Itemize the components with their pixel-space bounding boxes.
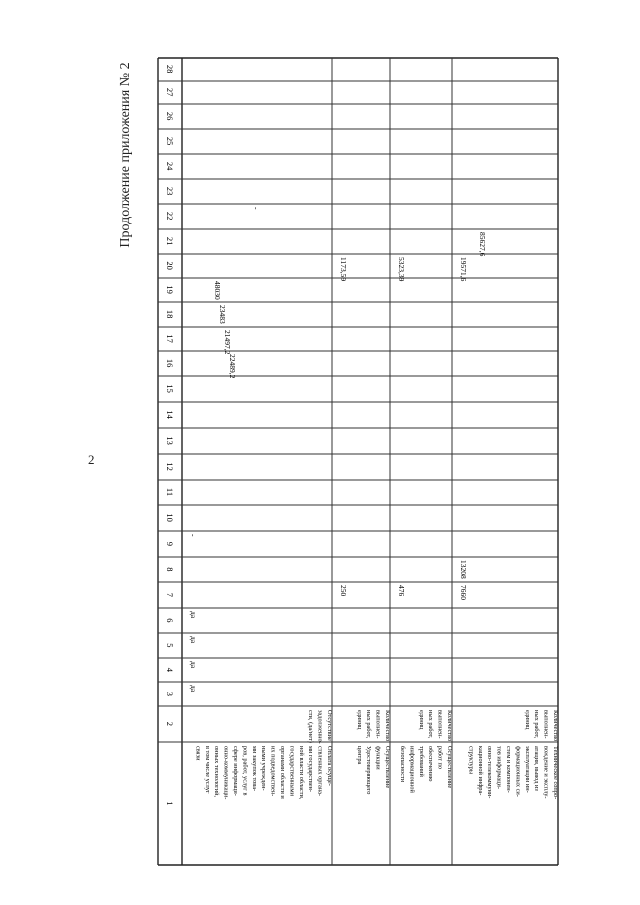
cell-value: 7660 xyxy=(459,585,468,600)
column-number: 3 xyxy=(165,691,175,696)
row-name-line: ствленных органа- xyxy=(316,746,324,797)
cell-value: 22489,2 xyxy=(228,354,237,379)
column-number: 10 xyxy=(165,513,175,522)
row-name-line: Оплата осуще- xyxy=(326,746,333,786)
indicator-line: единиц xyxy=(355,710,363,730)
row-name-line: безопасности xyxy=(399,746,406,783)
row-name-line: государственными xyxy=(288,746,296,796)
cell-value: 13208 xyxy=(459,560,468,579)
row-name-line: ми государствен- xyxy=(307,746,315,793)
indicator-line: Количество xyxy=(384,710,391,742)
column-number: 20 xyxy=(165,261,175,270)
column-number: 22 xyxy=(165,211,175,221)
cell-value: 476 xyxy=(397,585,406,597)
column-number: 19 xyxy=(165,285,175,294)
row-name-line: информационной xyxy=(408,746,416,793)
row-name-line: Осуществление xyxy=(384,746,391,789)
row-name-line: вождение и эксплу- xyxy=(542,746,550,799)
column-number: 15 xyxy=(165,384,175,393)
row-name-line: связи xyxy=(194,746,202,761)
column-number: 16 xyxy=(165,358,175,368)
column-number: 17 xyxy=(165,334,175,343)
row-name-line: онно-коммуникаци- xyxy=(222,746,230,800)
column-number: 13 xyxy=(165,436,175,445)
indicator-line: Отсутствие xyxy=(326,710,333,741)
row-name-line: работ по xyxy=(436,746,444,770)
row-name-line: тов информаци- xyxy=(495,746,503,789)
row-name-line: структуры xyxy=(467,746,475,775)
cell-value: 23483 xyxy=(218,305,227,324)
column-number: 24 xyxy=(165,161,175,171)
row-name-line: ной власти области, xyxy=(297,746,305,800)
cell-value: да xyxy=(189,661,198,669)
indicator-line: выполнен- xyxy=(374,710,382,739)
page-heading: Продолжение приложения № 2 xyxy=(118,62,133,248)
row-name-line: Осуществление xyxy=(446,746,453,789)
row-name-line: требований xyxy=(417,746,425,777)
indicator-line: единиц xyxy=(417,710,425,730)
row-name-line: онных технологий, xyxy=(213,746,221,798)
cell-value: да xyxy=(189,611,198,619)
cell-value: - xyxy=(252,207,261,210)
column-number: 18 xyxy=(165,309,175,319)
cell-value: 5323,39 xyxy=(397,257,406,282)
indicator-line: выполнен- xyxy=(542,710,550,739)
column-number: 14 xyxy=(165,410,175,419)
indicator-line: ных работ, xyxy=(365,710,373,739)
cell-value: 85627,6 xyxy=(478,232,487,257)
row-name-line: атация, вывод из xyxy=(533,746,541,791)
cell-value: 48030 xyxy=(213,281,222,300)
column-number: 26 xyxy=(165,111,175,121)
cell-value: 21497,2 xyxy=(223,330,232,355)
indicator-line: задолженно- xyxy=(316,710,324,744)
column-number: 9 xyxy=(165,541,175,546)
indicator-line: выполнен- xyxy=(436,710,444,739)
row-name-line: обеспечению xyxy=(427,746,435,782)
row-name-line: эксплуатации ин- xyxy=(523,746,531,793)
column-number: 23 xyxy=(165,186,175,196)
page-number: 2 xyxy=(88,452,95,467)
indicator-line: Количество xyxy=(552,710,559,742)
cell-value: 19571,6 xyxy=(459,257,468,282)
column-number: 11 xyxy=(165,487,175,497)
row-name-line: Удостоверяющего xyxy=(365,746,373,795)
cell-value: 250 xyxy=(339,585,348,597)
indicator-line: ных работ, xyxy=(533,710,541,739)
indicator-line: сти, (да/нет) xyxy=(307,710,315,743)
row-name-line: Техническое сопро- xyxy=(552,746,559,800)
column-number: 12 xyxy=(165,462,175,471)
row-name-line: ными учрежден- xyxy=(260,746,268,791)
row-name-line: ми закупок това- xyxy=(250,746,258,792)
row-name-line: центра xyxy=(355,746,363,765)
column-number: 8 xyxy=(165,567,175,572)
indicator-line: ных работ, xyxy=(427,710,435,739)
row-name-line: ров, работ, услуг в xyxy=(241,746,249,796)
column-number: 4 xyxy=(165,667,175,672)
indicator-line: единиц xyxy=(523,710,531,730)
column-number: 21 xyxy=(165,236,175,246)
column-number: 6 xyxy=(165,618,175,623)
row-name-line: в том числе услуг xyxy=(203,746,211,794)
row-name-line: органами области и xyxy=(279,746,286,799)
row-name-line: кационной инфра- xyxy=(476,746,484,796)
column-number: 25 xyxy=(165,136,175,146)
row-name-line: онно-телекоммуни- xyxy=(486,746,494,799)
column-number: 27 xyxy=(165,87,175,97)
column-number: 7 xyxy=(165,592,175,597)
row-name-line: их подведомствен- xyxy=(269,746,277,797)
column-number: 5 xyxy=(165,643,175,648)
cell-value: да xyxy=(189,636,198,644)
cell-value: - xyxy=(189,534,198,537)
row-name-line: формационных си- xyxy=(514,746,522,797)
row-name-line: функции xyxy=(374,746,382,770)
column-number: 2 xyxy=(165,721,175,726)
row-name-line: стем и компонен- xyxy=(505,746,512,793)
cell-value: 1173,59 xyxy=(339,257,348,282)
column-number: 28 xyxy=(165,64,175,74)
row-name-line: сфере информаци- xyxy=(232,746,239,796)
column-number: 1 xyxy=(165,801,175,806)
cell-value: да xyxy=(189,685,198,693)
indicator-line: Количество xyxy=(446,710,453,742)
